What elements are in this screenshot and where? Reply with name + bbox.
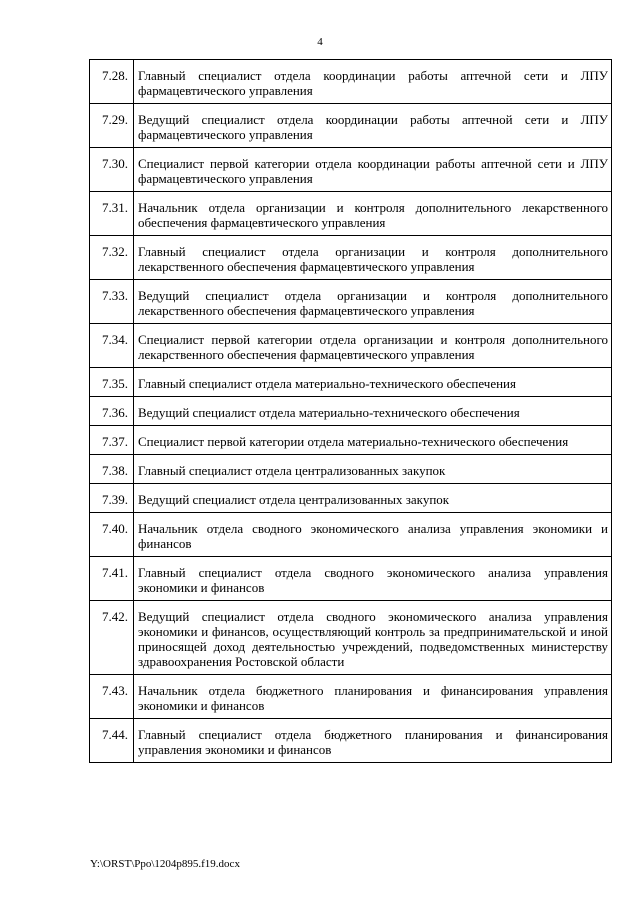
- table-row: [90, 324, 612, 368]
- position-title: Главный специалист отдела централизованных закупок: [134, 455, 612, 484]
- table-row: [90, 148, 612, 192]
- position-title: Ведущий специалист отдела организации и контроля дополнительного лекарственного обеспечения фармацевтического управления: [134, 280, 612, 324]
- position-title: Главный специалист отдела бюджетного планирования и финансирования управления экономики и финансов: [134, 719, 612, 763]
- row-number: 7.40.: [90, 513, 134, 557]
- table-row: [90, 60, 612, 104]
- row-number: 7.41.: [90, 557, 134, 601]
- table-row: [90, 484, 612, 513]
- position-title: Ведущий специалист отдела координации работы аптечной сети и ЛПУ фармацевтического управления: [134, 104, 612, 148]
- table-row: [90, 397, 612, 426]
- table-row: [90, 675, 612, 719]
- position-title: Начальник отдела бюджетного планирования и финансирования управления экономики и финансов: [134, 675, 612, 719]
- row-number: 7.30.: [90, 148, 134, 192]
- position-title: Ведущий специалист отдела сводного экономического анализа управления экономики и финансов, осуществляющий контроль за предпринимательской и иной приносящей доход деятельностью учреждений, подведомственных министерству здравоохранения Ростовской области: [134, 601, 612, 675]
- row-number: 7.36.: [90, 397, 134, 426]
- position-title: Специалист первой категории отдела организации и контроля дополнительного лекарственного обеспечения фармацевтического управления: [134, 324, 612, 368]
- table-row: [90, 455, 612, 484]
- page-number: 4: [317, 36, 323, 48]
- row-number: 7.39.: [90, 484, 134, 513]
- table-row: [90, 513, 612, 557]
- row-number: 7.43.: [90, 675, 134, 719]
- row-number: 7.42.: [90, 601, 134, 675]
- table-row: [90, 280, 612, 324]
- positions-table: [89, 59, 612, 763]
- position-title: Ведущий специалист отдела материально-технического обеспечения: [134, 397, 612, 426]
- table-row: [90, 192, 612, 236]
- table-row: [90, 426, 612, 455]
- table-row: [90, 601, 612, 675]
- table-row: [90, 368, 612, 397]
- position-title: Ведущий специалист отдела централизованных закупок: [134, 484, 612, 513]
- positions-table-body: [90, 60, 612, 763]
- position-title: Главный специалист отдела сводного экономического анализа управления экономики и финансов: [134, 557, 612, 601]
- row-number: 7.29.: [90, 104, 134, 148]
- position-title: Начальник отдела сводного экономического анализа управления экономики и финансов: [134, 513, 612, 557]
- table-row: [90, 236, 612, 280]
- row-number: 7.35.: [90, 368, 134, 397]
- row-number: 7.33.: [90, 280, 134, 324]
- position-title: Специалист первой категории отдела координации работы аптечной сети и ЛПУ фармацевтического управления: [134, 148, 612, 192]
- row-number: 7.28.: [90, 60, 134, 104]
- row-number: 7.38.: [90, 455, 134, 484]
- position-title: Главный специалист отдела организации и контроля дополнительного лекарственного обеспечения фармацевтического управления: [134, 236, 612, 280]
- position-title: Главный специалист отдела координации работы аптечной сети и ЛПУ фармацевтического управления: [134, 60, 612, 104]
- row-number: 7.37.: [90, 426, 134, 455]
- position-title: Главный специалист отдела материально-технического обеспечения: [134, 368, 612, 397]
- position-title: Начальник отдела организации и контроля дополнительного лекарственного обеспечения фармацевтического управления: [134, 192, 612, 236]
- row-number: 7.44.: [90, 719, 134, 763]
- row-number: 7.31.: [90, 192, 134, 236]
- table-row: [90, 719, 612, 763]
- position-title: Специалист первой категории отдела материально-технического обеспечения: [134, 426, 612, 455]
- row-number: 7.32.: [90, 236, 134, 280]
- file-path-footer: Y:\ORST\Ppo\1204p895.f19.docx: [90, 858, 240, 870]
- table-row: [90, 557, 612, 601]
- row-number: 7.34.: [90, 324, 134, 368]
- table-row: [90, 104, 612, 148]
